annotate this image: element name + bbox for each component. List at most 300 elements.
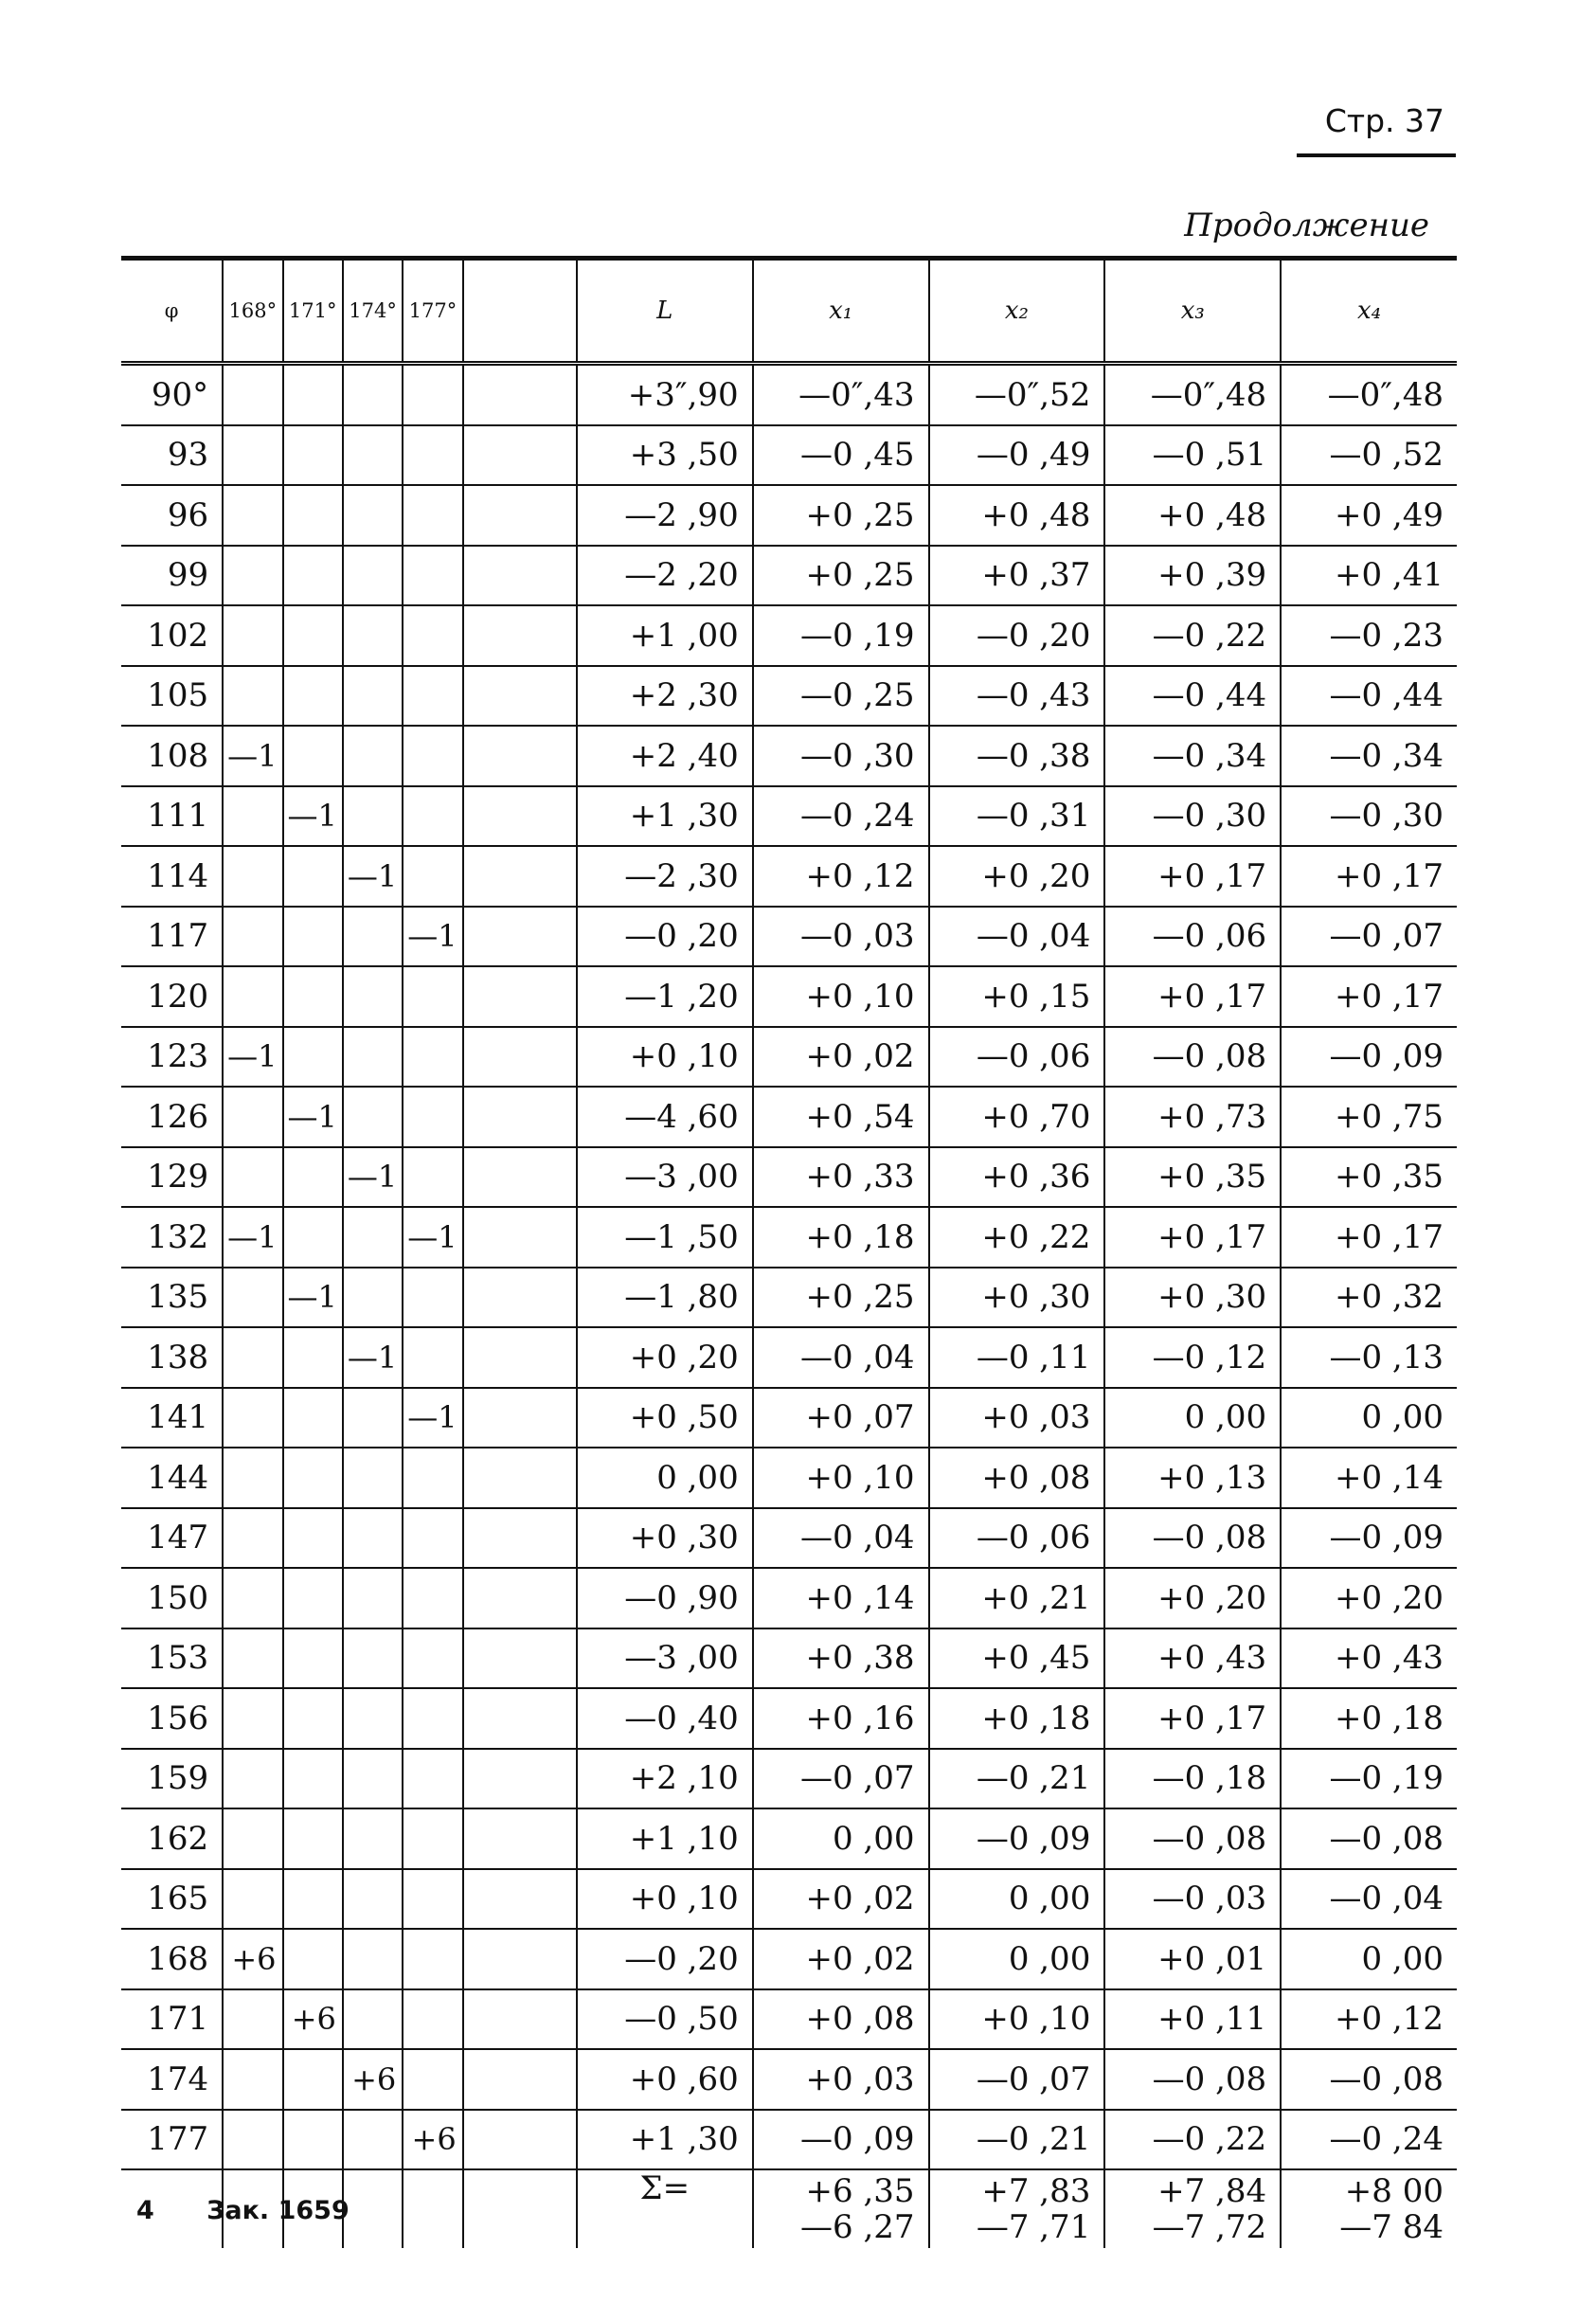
value-cell: +0 ,18	[1281, 1688, 1457, 1749]
header-177: 177°	[403, 259, 462, 364]
marker-cell	[283, 1327, 343, 1388]
angle-cell: 147	[121, 1508, 223, 1569]
marker-cell	[403, 425, 462, 486]
marker-cell	[463, 1749, 577, 1809]
marker-cell	[283, 1568, 343, 1628]
angle-cell: 114	[121, 846, 223, 907]
angle-cell: 135	[121, 1268, 223, 1328]
value-cell: —4 ,60	[577, 1087, 753, 1147]
table-row	[121, 1327, 1457, 1388]
marker-cell	[463, 907, 577, 967]
value-cell: +0 ,48	[929, 485, 1105, 546]
marker-cell	[223, 1268, 282, 1328]
value-cell: +0 ,37	[929, 546, 1105, 606]
value-cell: —3 ,00	[577, 1628, 753, 1689]
table-row	[121, 1808, 1457, 1869]
marker-cell: +6	[223, 1929, 282, 1989]
marker-cell: —1	[283, 1087, 343, 1147]
marker-cell	[343, 666, 403, 727]
marker-cell	[343, 1568, 403, 1628]
value-cell: +0 ,08	[929, 1448, 1105, 1508]
marker-cell	[343, 605, 403, 666]
value-cell: 0 ,00	[929, 1929, 1105, 1989]
marker-cell	[343, 1207, 403, 1268]
value-cell: +0 ,35	[1281, 1147, 1457, 1208]
table-row	[121, 907, 1457, 967]
value-cell: —0 ,09	[753, 2110, 929, 2170]
marker-cell	[283, 726, 343, 786]
marker-cell	[343, 1869, 403, 1930]
value-cell: —0 ,24	[1281, 2110, 1457, 2170]
value-cell: —0 ,34	[1104, 726, 1281, 786]
header-x4: x₄	[1281, 259, 1457, 364]
value-cell: +0 ,33	[753, 1147, 929, 1208]
marker-cell	[463, 966, 577, 1027]
value-cell: —0 ,30	[753, 726, 929, 786]
table-row	[121, 364, 1457, 425]
marker-cell	[343, 1989, 403, 2050]
value-cell: —0 ,44	[1104, 666, 1281, 727]
table-row	[121, 1869, 1457, 1930]
angle-cell: 126	[121, 1087, 223, 1147]
marker-cell	[223, 1327, 282, 1388]
marker-cell	[463, 1808, 577, 1869]
value-cell: —0 ,19	[753, 605, 929, 666]
value-cell: +0 ,14	[1281, 1448, 1457, 1508]
angle-cell: 117	[121, 907, 223, 967]
marker-cell	[403, 1508, 462, 1569]
value-cell: +0 ,14	[753, 1568, 929, 1628]
table-row	[121, 1268, 1457, 1328]
value-cell: —0 ,06	[929, 1027, 1105, 1088]
value-cell: —0 ,07	[929, 2049, 1105, 2110]
table-row	[121, 1087, 1457, 1147]
table-row	[121, 1749, 1457, 1809]
value-cell: —0 ,34	[1281, 726, 1457, 786]
value-cell: —1 ,50	[577, 1207, 753, 1268]
marker-cell	[343, 1929, 403, 1989]
value-cell: —0 ,04	[1281, 1869, 1457, 1930]
header-x1: x₁	[753, 259, 929, 364]
value-cell: —0 ,19	[1281, 1749, 1457, 1809]
value-cell: +0 ,49	[1281, 485, 1457, 546]
marker-cell	[463, 2110, 577, 2170]
marker-cell	[223, 1448, 282, 1508]
marker-cell: +6	[403, 2110, 462, 2170]
value-cell: —0″,43	[753, 364, 929, 425]
marker-cell	[283, 605, 343, 666]
value-cell: —0 ,08	[1281, 2049, 1457, 2110]
angle-cell: 90°	[121, 364, 223, 425]
angle-cell: 168	[121, 1929, 223, 1989]
marker-cell	[463, 1869, 577, 1930]
marker-cell	[223, 1808, 282, 1869]
marker-cell	[403, 1749, 462, 1809]
table-row	[121, 1388, 1457, 1448]
value-cell: —2 ,20	[577, 546, 753, 606]
marker-cell	[343, 1749, 403, 1809]
value-cell: —0″,48	[1104, 364, 1281, 425]
marker-cell	[403, 1327, 462, 1388]
marker-cell	[283, 1508, 343, 1569]
value-cell: —0 ,44	[1281, 666, 1457, 727]
marker-cell	[463, 1388, 577, 1448]
header-168: 168°	[223, 259, 282, 364]
angle-cell: 171	[121, 1989, 223, 2050]
value-cell: +0 ,17	[1104, 846, 1281, 907]
marker-cell	[283, 1869, 343, 1930]
value-cell: +0 ,54	[753, 1087, 929, 1147]
marker-cell	[343, 1027, 403, 1088]
table-row	[121, 1688, 1457, 1749]
value-cell: +0 ,48	[1104, 485, 1281, 546]
value-cell: +0 ,39	[1104, 546, 1281, 606]
value-cell: 0 ,00	[577, 1448, 753, 1508]
value-cell: +1 ,30	[577, 786, 753, 847]
value-cell: —0 ,50	[577, 1989, 753, 2050]
marker-cell	[463, 1628, 577, 1689]
angle-cell: 129	[121, 1147, 223, 1208]
marker-cell: —1	[223, 726, 282, 786]
marker-cell	[343, 1388, 403, 1448]
value-cell: —2 ,30	[577, 846, 753, 907]
value-cell: +3″,90	[577, 364, 753, 425]
marker-cell	[223, 1628, 282, 1689]
angle-cell: 99	[121, 546, 223, 606]
value-cell: +0 ,22	[929, 1207, 1105, 1268]
page-number: Стр. 37	[1324, 102, 1444, 139]
marker-cell	[403, 1027, 462, 1088]
table-row	[121, 605, 1457, 666]
marker-cell	[403, 966, 462, 1027]
value-cell: +0 ,45	[929, 1628, 1105, 1689]
value-cell: +0 ,50	[577, 1388, 753, 1448]
marker-cell	[403, 1268, 462, 1328]
marker-cell	[343, 364, 403, 425]
marker-cell	[463, 1508, 577, 1569]
marker-cell	[403, 1688, 462, 1749]
marker-cell: +6	[283, 1989, 343, 2050]
marker-cell	[223, 666, 282, 727]
value-cell: +0 ,36	[929, 1147, 1105, 1208]
marker-cell	[283, 2049, 343, 2110]
value-cell: +3 ,50	[577, 425, 753, 486]
data-table	[121, 256, 1457, 2248]
marker-cell	[343, 2110, 403, 2170]
marker-cell	[463, 666, 577, 727]
marker-cell	[283, 1688, 343, 1749]
value-cell: —0 ,13	[1281, 1327, 1457, 1388]
angle-cell: 156	[121, 1688, 223, 1749]
value-cell: —0 ,20	[577, 907, 753, 967]
marker-cell	[283, 364, 343, 425]
value-cell: +0 ,18	[753, 1207, 929, 1268]
table-row	[121, 726, 1457, 786]
marker-cell	[283, 485, 343, 546]
value-cell: +2 ,10	[577, 1749, 753, 1809]
table-row	[121, 1508, 1457, 1569]
value-cell: —0 ,40	[577, 1688, 753, 1749]
value-cell: +0 ,02	[753, 1869, 929, 1930]
angle-cell: 162	[121, 1808, 223, 1869]
angle-cell: 153	[121, 1628, 223, 1689]
header-phi: φ	[121, 259, 223, 364]
value-cell: +0 ,18	[929, 1688, 1105, 1749]
marker-cell	[283, 1448, 343, 1508]
marker-cell	[223, 364, 282, 425]
marker-cell	[463, 1448, 577, 1508]
value-cell: —0 ,07	[1281, 907, 1457, 967]
marker-cell	[283, 1207, 343, 1268]
value-cell: —0 ,30	[1281, 786, 1457, 847]
marker-cell	[463, 1568, 577, 1628]
value-cell: —0 ,12	[1104, 1327, 1281, 1388]
value-cell: —0 ,24	[753, 786, 929, 847]
angle-cell: 150	[121, 1568, 223, 1628]
marker-cell	[223, 485, 282, 546]
sum-x1: +6 ,35 —6 ,27	[753, 2169, 929, 2248]
marker-cell	[463, 1929, 577, 1989]
value-cell: +0 ,30	[577, 1508, 753, 1569]
marker-cell	[463, 1147, 577, 1208]
marker-cell	[403, 1568, 462, 1628]
table-row	[121, 1929, 1457, 1989]
marker-cell: —1	[223, 1207, 282, 1268]
value-cell: —0 ,04	[753, 1327, 929, 1388]
value-cell: —0 ,18	[1104, 1749, 1281, 1809]
angle-cell: 177	[121, 2110, 223, 2170]
marker-cell	[463, 1087, 577, 1147]
marker-cell	[403, 1869, 462, 1930]
marker-cell	[403, 1989, 462, 2050]
value-cell: —0 ,31	[929, 786, 1105, 847]
marker-cell	[223, 2049, 282, 2110]
marker-cell	[463, 1327, 577, 1388]
value-cell: —0 ,04	[929, 907, 1105, 967]
marker-cell	[343, 726, 403, 786]
value-cell: +0 ,10	[577, 1869, 753, 1930]
value-cell: +0 ,38	[753, 1628, 929, 1689]
value-cell: —0 ,06	[1104, 907, 1281, 967]
table-row	[121, 2049, 1457, 2110]
marker-cell	[223, 1147, 282, 1208]
value-cell: —0 ,25	[753, 666, 929, 727]
marker-cell	[283, 1388, 343, 1448]
value-cell: —0″,48	[1281, 364, 1457, 425]
marker-cell	[343, 1087, 403, 1147]
value-cell: +0 ,13	[1104, 1448, 1281, 1508]
value-cell: —0 ,52	[1281, 425, 1457, 486]
value-cell: —0 ,45	[753, 425, 929, 486]
header-row	[121, 259, 1457, 364]
page-number-rule	[1297, 153, 1456, 157]
value-cell: +0 ,17	[1104, 1207, 1281, 1268]
marker-cell	[403, 1087, 462, 1147]
value-cell: +0 ,73	[1104, 1087, 1281, 1147]
marker-cell	[283, 1027, 343, 1088]
value-cell: +0 ,01	[1104, 1929, 1281, 1989]
value-cell: —0 ,90	[577, 1568, 753, 1628]
table-row	[121, 2110, 1457, 2170]
value-cell: —0 ,21	[929, 2110, 1105, 2170]
value-cell: —0 ,07	[753, 1749, 929, 1809]
marker-cell	[403, 1147, 462, 1208]
angle-cell: 108	[121, 726, 223, 786]
marker-cell	[223, 546, 282, 606]
table-row	[121, 666, 1457, 727]
marker-cell	[343, 966, 403, 1027]
table-row	[121, 1207, 1457, 1268]
value-cell: —0 ,08	[1281, 1808, 1457, 1869]
table-row	[121, 1568, 1457, 1628]
value-cell: —0 ,08	[1104, 2049, 1281, 2110]
marker-cell	[343, 1268, 403, 1328]
marker-cell	[283, 966, 343, 1027]
table-row	[121, 425, 1457, 486]
marker-cell	[343, 485, 403, 546]
value-cell: 0 ,00	[753, 1808, 929, 1869]
table-row	[121, 546, 1457, 606]
marker-cell	[343, 1808, 403, 1869]
marker-cell: —1	[343, 1147, 403, 1208]
marker-cell	[403, 485, 462, 546]
angle-cell: 159	[121, 1749, 223, 1809]
marker-cell	[283, 546, 343, 606]
value-cell: —0 ,08	[1104, 1027, 1281, 1088]
value-cell: +0 ,16	[753, 1688, 929, 1749]
value-cell: +0 ,25	[753, 1268, 929, 1328]
marker-cell	[403, 546, 462, 606]
marker-cell	[463, 1268, 577, 1328]
table-row	[121, 1628, 1457, 1689]
value-cell: +0 ,03	[929, 1388, 1105, 1448]
value-cell: 0 ,00	[1281, 1929, 1457, 1989]
marker-cell	[223, 907, 282, 967]
value-cell: —0 ,03	[1104, 1869, 1281, 1930]
value-cell: +0 ,02	[753, 1027, 929, 1088]
value-cell: +0 ,17	[1281, 846, 1457, 907]
value-cell: +0 ,17	[1104, 1688, 1281, 1749]
value-cell: +0 ,21	[929, 1568, 1105, 1628]
marker-cell	[223, 846, 282, 907]
value-cell: +0 ,07	[753, 1388, 929, 1448]
value-cell: —0 ,20	[929, 605, 1105, 666]
marker-cell	[223, 1508, 282, 1569]
value-cell: 0 ,00	[1281, 1388, 1457, 1448]
value-cell: —0 ,49	[929, 425, 1105, 486]
marker-cell	[403, 605, 462, 666]
header-x2: x₂	[929, 259, 1105, 364]
marker-cell	[403, 1628, 462, 1689]
value-cell: +0 ,70	[929, 1087, 1105, 1147]
value-cell: +0 ,11	[1104, 1989, 1281, 2050]
value-cell: +0 ,25	[753, 485, 929, 546]
marker-cell	[283, 2110, 343, 2170]
value-cell: —0 ,30	[1104, 786, 1281, 847]
marker-cell: —1	[223, 1027, 282, 1088]
value-cell: +0 ,20	[1281, 1568, 1457, 1628]
marker-cell	[463, 1027, 577, 1088]
value-cell: +1 ,30	[577, 2110, 753, 2170]
marker-cell	[463, 846, 577, 907]
value-cell: —0 ,43	[929, 666, 1105, 727]
marker-cell	[343, 1628, 403, 1689]
value-cell: +0 ,20	[577, 1327, 753, 1388]
value-cell: 0 ,00	[929, 1869, 1105, 1930]
value-cell: —0 ,22	[1104, 605, 1281, 666]
angle-cell: 144	[121, 1448, 223, 1508]
marker-cell	[283, 1929, 343, 1989]
marker-cell	[283, 425, 343, 486]
header-174: 174°	[343, 259, 403, 364]
marker-cell	[343, 546, 403, 606]
value-cell: —0 ,22	[1104, 2110, 1281, 2170]
order-number: Зак. 1659	[206, 2196, 350, 2225]
sum-x4: +8 00 —7 84	[1281, 2169, 1457, 2248]
table-row	[121, 966, 1457, 1027]
value-cell: +0 ,03	[753, 2049, 929, 2110]
marker-cell	[403, 726, 462, 786]
value-cell: +0 ,17	[1281, 966, 1457, 1027]
marker-cell	[463, 1688, 577, 1749]
marker-cell: —1	[343, 846, 403, 907]
value-cell: —0 ,21	[929, 1749, 1105, 1809]
header-blank	[463, 259, 577, 364]
marker-cell	[223, 1989, 282, 2050]
marker-cell	[343, 1688, 403, 1749]
header-x3: x₃	[1104, 259, 1281, 364]
marker-cell	[223, 2110, 282, 2170]
value-cell: —0 ,09	[929, 1808, 1105, 1869]
marker-cell	[463, 364, 577, 425]
value-cell: —2 ,90	[577, 485, 753, 546]
marker-cell	[283, 1808, 343, 1869]
marker-cell	[223, 1688, 282, 1749]
marker-cell	[463, 605, 577, 666]
value-cell: —0 ,04	[753, 1508, 929, 1569]
marker-cell	[223, 1568, 282, 1628]
marker-cell	[283, 846, 343, 907]
value-cell: —0 ,03	[753, 907, 929, 967]
marker-cell	[223, 1087, 282, 1147]
marker-cell	[343, 786, 403, 847]
angle-cell: 120	[121, 966, 223, 1027]
value-cell: —0 ,08	[1104, 1808, 1281, 1869]
value-cell: +0 ,08	[753, 1989, 929, 2050]
value-cell: —1 ,80	[577, 1268, 753, 1328]
header-L: L	[577, 259, 753, 364]
value-cell: +0 ,20	[929, 846, 1105, 907]
marker-cell	[223, 966, 282, 1027]
marker-cell: +6	[343, 2049, 403, 2110]
value-cell: —3 ,00	[577, 1147, 753, 1208]
marker-cell	[223, 425, 282, 486]
marker-cell	[463, 1989, 577, 2050]
value-cell: —1 ,20	[577, 966, 753, 1027]
value-cell: +0 ,30	[1104, 1268, 1281, 1328]
value-cell: —0 ,38	[929, 726, 1105, 786]
marker-cell	[403, 666, 462, 727]
value-cell: +0 ,17	[1281, 1207, 1457, 1268]
value-cell: —0 ,11	[929, 1327, 1105, 1388]
sum-x3: +7 ,84 —7 ,72	[1104, 2169, 1281, 2248]
table-row	[121, 1448, 1457, 1508]
table-row	[121, 846, 1457, 907]
angle-cell: 93	[121, 425, 223, 486]
table-row	[121, 786, 1457, 847]
marker-cell: —1	[403, 1388, 462, 1448]
sheet-number: 4	[136, 2196, 154, 2225]
